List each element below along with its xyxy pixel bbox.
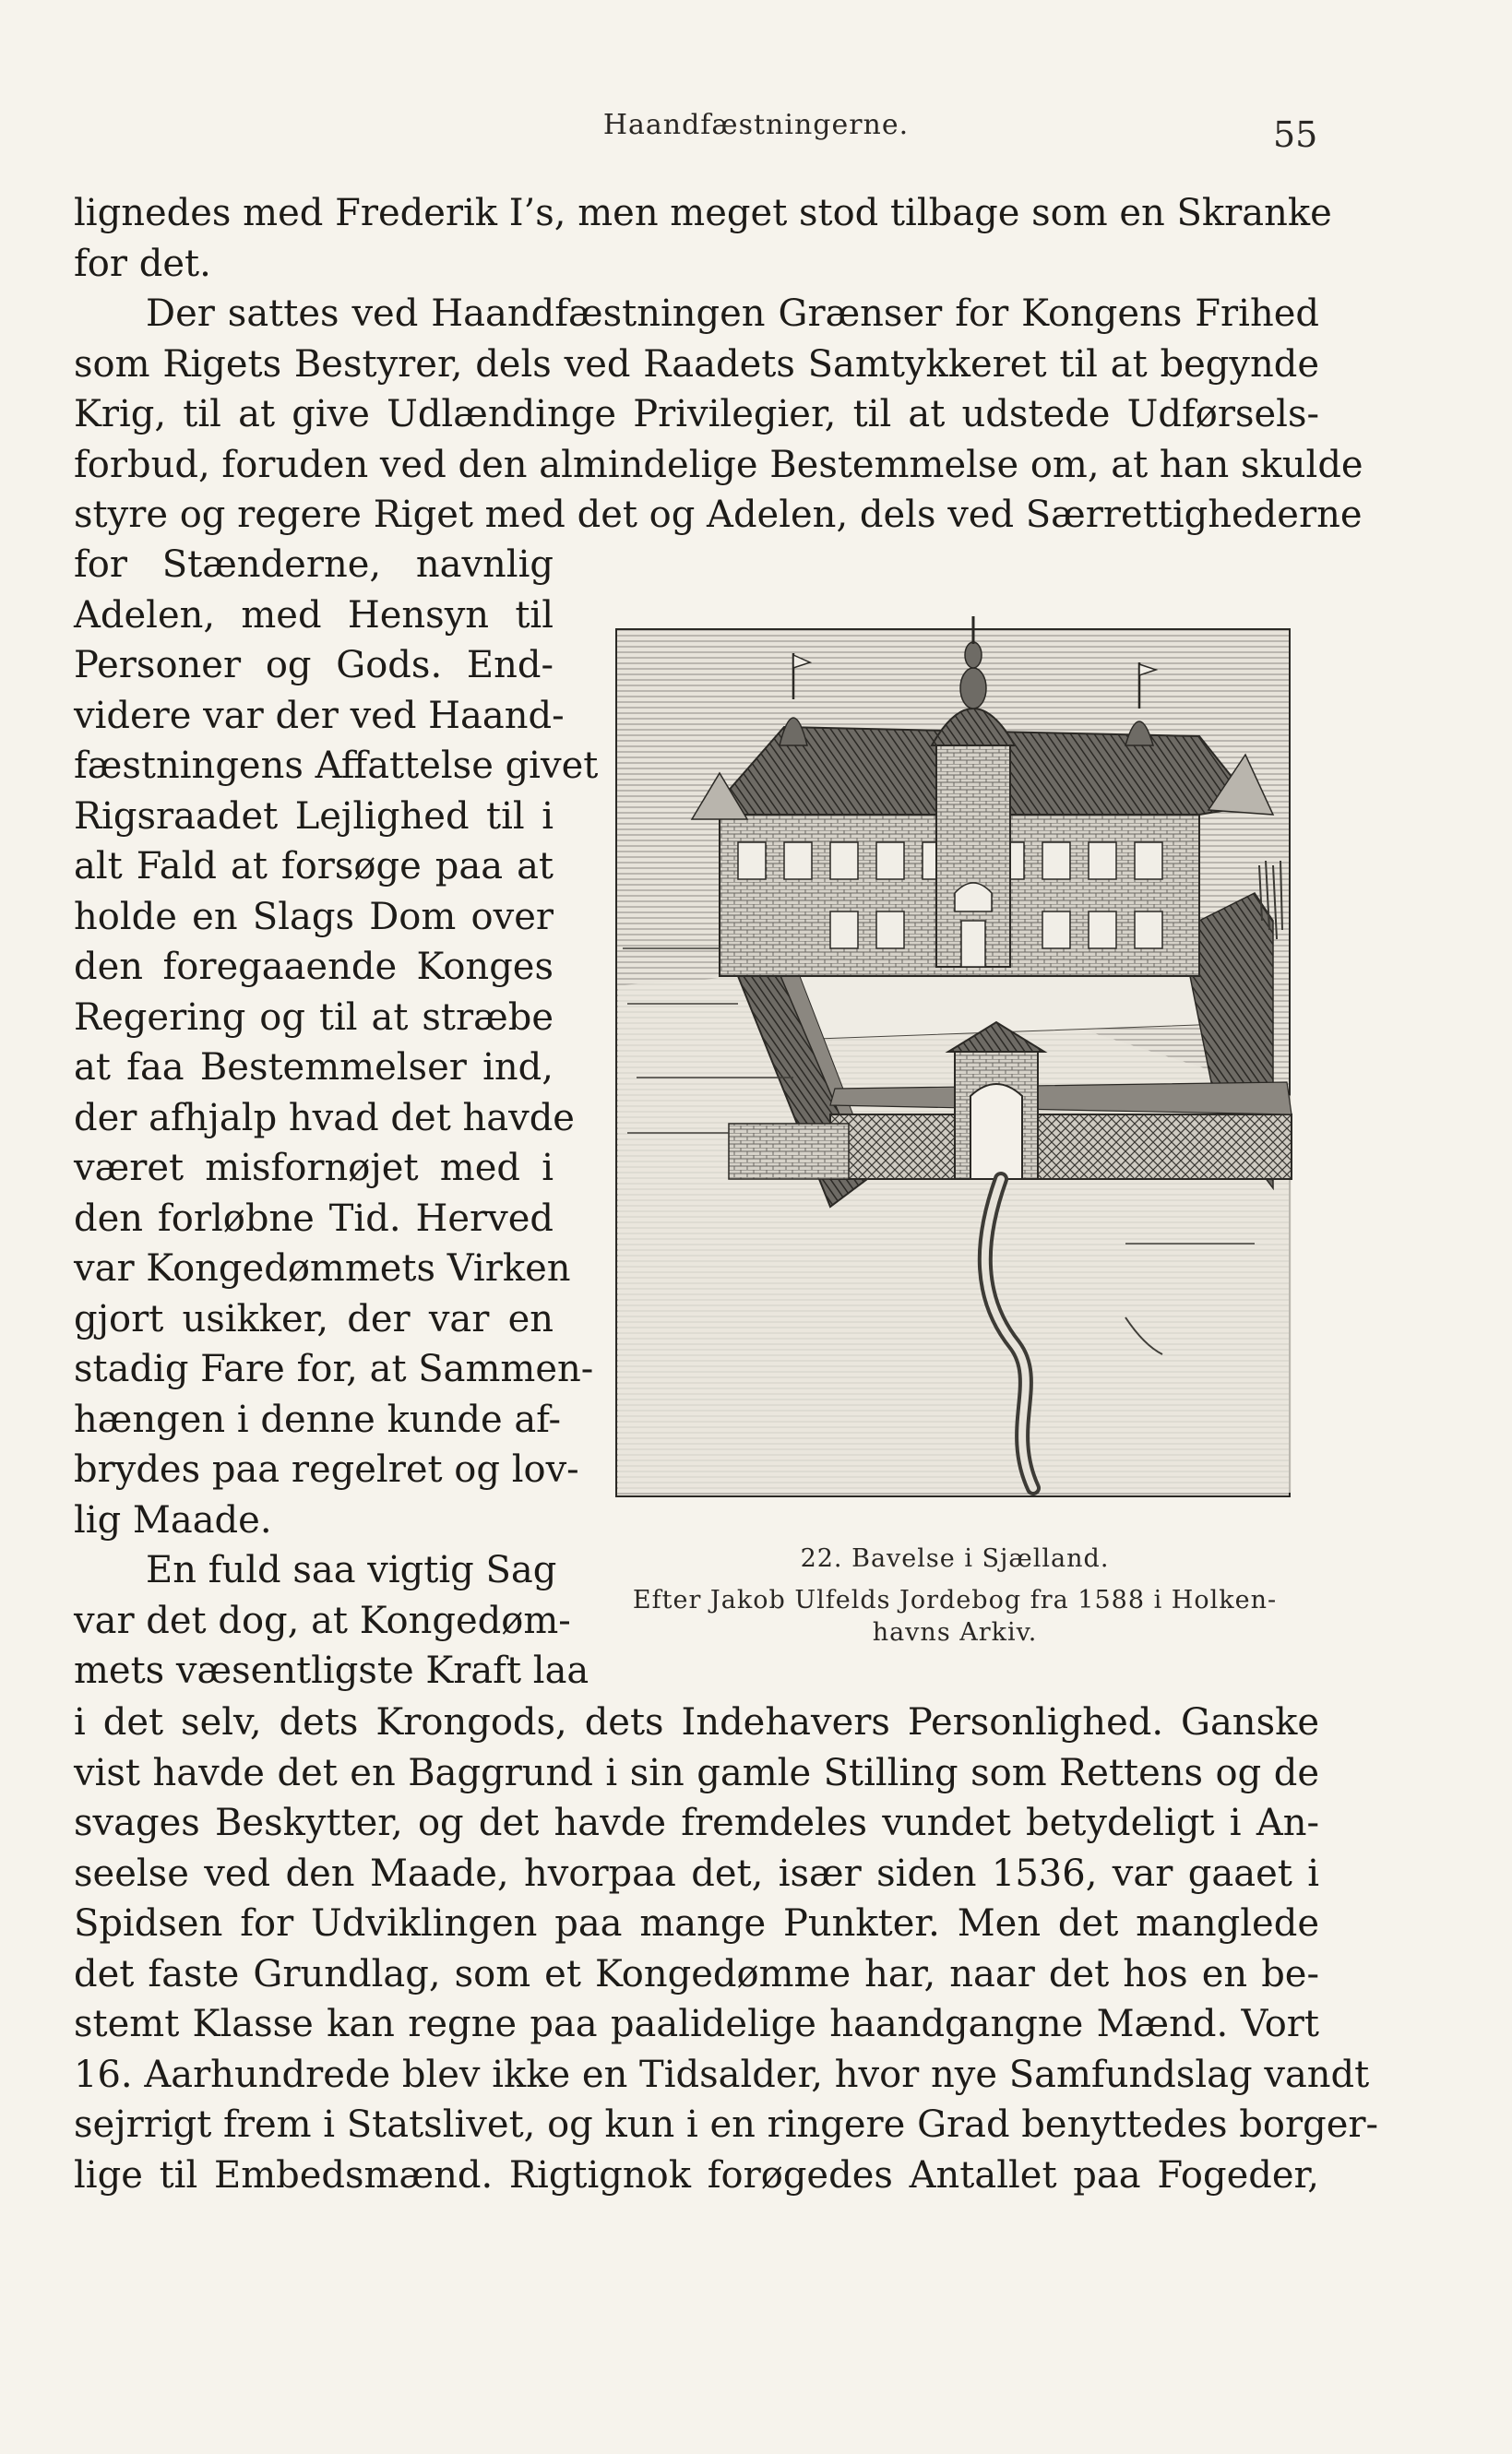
text-line: 16. Aarhundrede blev ikke en Tidsalder, hvor nye Samfundslag vandt <box>74 2053 1370 2096</box>
text-line: der afhjalp hvad det havde <box>74 1096 575 1139</box>
figure-caption-source-cont: havns Arkiv. <box>872 1618 1038 1647</box>
text-line: lig Maade. <box>74 1498 272 1542</box>
text-line: som Rigets Bestyrer, dels ved Raadets Samtykkeret til at begynde <box>74 342 1319 386</box>
text-line: Der sattes ved Haandfæstningen Grænser for Kongens Frihed <box>146 292 1319 335</box>
text-line: forbud, foruden ved den almindelige Bestemmelse om, at han skulde <box>74 443 1363 486</box>
text-line: svages Beskytter, og det havde fremdeles vundet betydeligt i An- <box>74 1802 1319 1844</box>
paragraph-narrow <box>74 540 599 1697</box>
text-line: brydes paa regelret og lov- <box>74 1448 579 1491</box>
text-line: Spidsen for Udviklingen paa mange Punkter. Men det manglede <box>74 1902 1319 1945</box>
text-line: den forløbne Tid. Herved <box>74 1197 554 1240</box>
text-line: Rigsraadet Lejlighed til i <box>74 794 554 838</box>
text-line: En fuld saa vigtig Sag <box>146 1549 557 1591</box>
text-line: var det dog, at Kongedøm- <box>74 1599 571 1642</box>
text-line: stemt Klasse kan regne paa paalidelige haandgangne Mænd. Vort <box>74 2003 1319 2045</box>
figure-caption-title: 22. Bavelse i Sjælland. <box>800 1544 1110 1573</box>
text-line: stadig Fare for, at Sammen- <box>74 1348 594 1390</box>
text-line: lige til Embedsmænd. Rigtignok forøgedes Antallet paa Fogeder, <box>74 2153 1319 2197</box>
text-line: for Stænderne, navnlig <box>74 543 554 586</box>
text-line: var Kongedømmets Virken <box>74 1247 571 1290</box>
text-line: seelse ved den Maade, hvorpaa det, især siden 1536, var gaaet i <box>74 1852 1319 1895</box>
text-line: alt Fald at forsøge paa at <box>74 845 554 887</box>
paragraph-top <box>74 188 1363 541</box>
text-line: den foregaaende Konges <box>74 946 554 988</box>
text-line: fæstningens Affattelse givet <box>74 745 599 787</box>
text-line: været misfornøjet med i <box>74 1147 554 1189</box>
castle-illustration <box>609 616 1303 1504</box>
text-line: vist havde det en Baggrund i sin gamle Stilling som Rettens og de <box>74 1751 1319 1794</box>
text-line: mets væsentligste Kraft laa <box>74 1650 589 1692</box>
text-line: at faa Bestemmelser ind, <box>74 1046 554 1089</box>
text-line: lignedes med Frederik I’s, men meget stod tilbage som en Skranke <box>74 192 1332 234</box>
text-line: Personer og Gods. End- <box>74 644 554 686</box>
figure-caption-source: Efter Jakob Ulfelds Jordebog fra 1588 i Holken- <box>632 1586 1278 1614</box>
text-line: Krig, til at give Udlændinge Privilegier, til at udstede Udførsels- <box>74 393 1319 435</box>
text-line: Regering og til at stræbe <box>74 995 554 1039</box>
text-line: Adelen, med Hensyn til <box>74 593 554 637</box>
text-line: gjort usikker, der var en <box>74 1297 554 1340</box>
text-line: sejrrigt frem i Statslivet, og kun i en ringere Grad benyttedes borger- <box>74 2103 1379 2146</box>
text-line: det faste Grundlag, som et Kongedømme har, naar det hos en be- <box>74 1952 1319 1995</box>
text-line: videre var der ved Haand- <box>74 694 565 737</box>
castle-engraving <box>609 616 1303 1504</box>
text-line: styre og regere Riget med det og Adelen, dels ved Særrettighederne <box>74 494 1363 536</box>
text-line: i det selv, dets Krongods, dets Indehavers Personlighed. Ganske <box>74 1701 1319 1744</box>
text-line: hængen i denne kunde af- <box>74 1398 562 1441</box>
paragraph-bottom <box>74 1698 1379 2200</box>
running-header: Haandfæstningerne. <box>602 109 910 141</box>
text-line: holde en Slags Dom over <box>74 895 554 938</box>
text-line: for det. <box>74 242 211 285</box>
page-number: 55 <box>1273 114 1318 155</box>
